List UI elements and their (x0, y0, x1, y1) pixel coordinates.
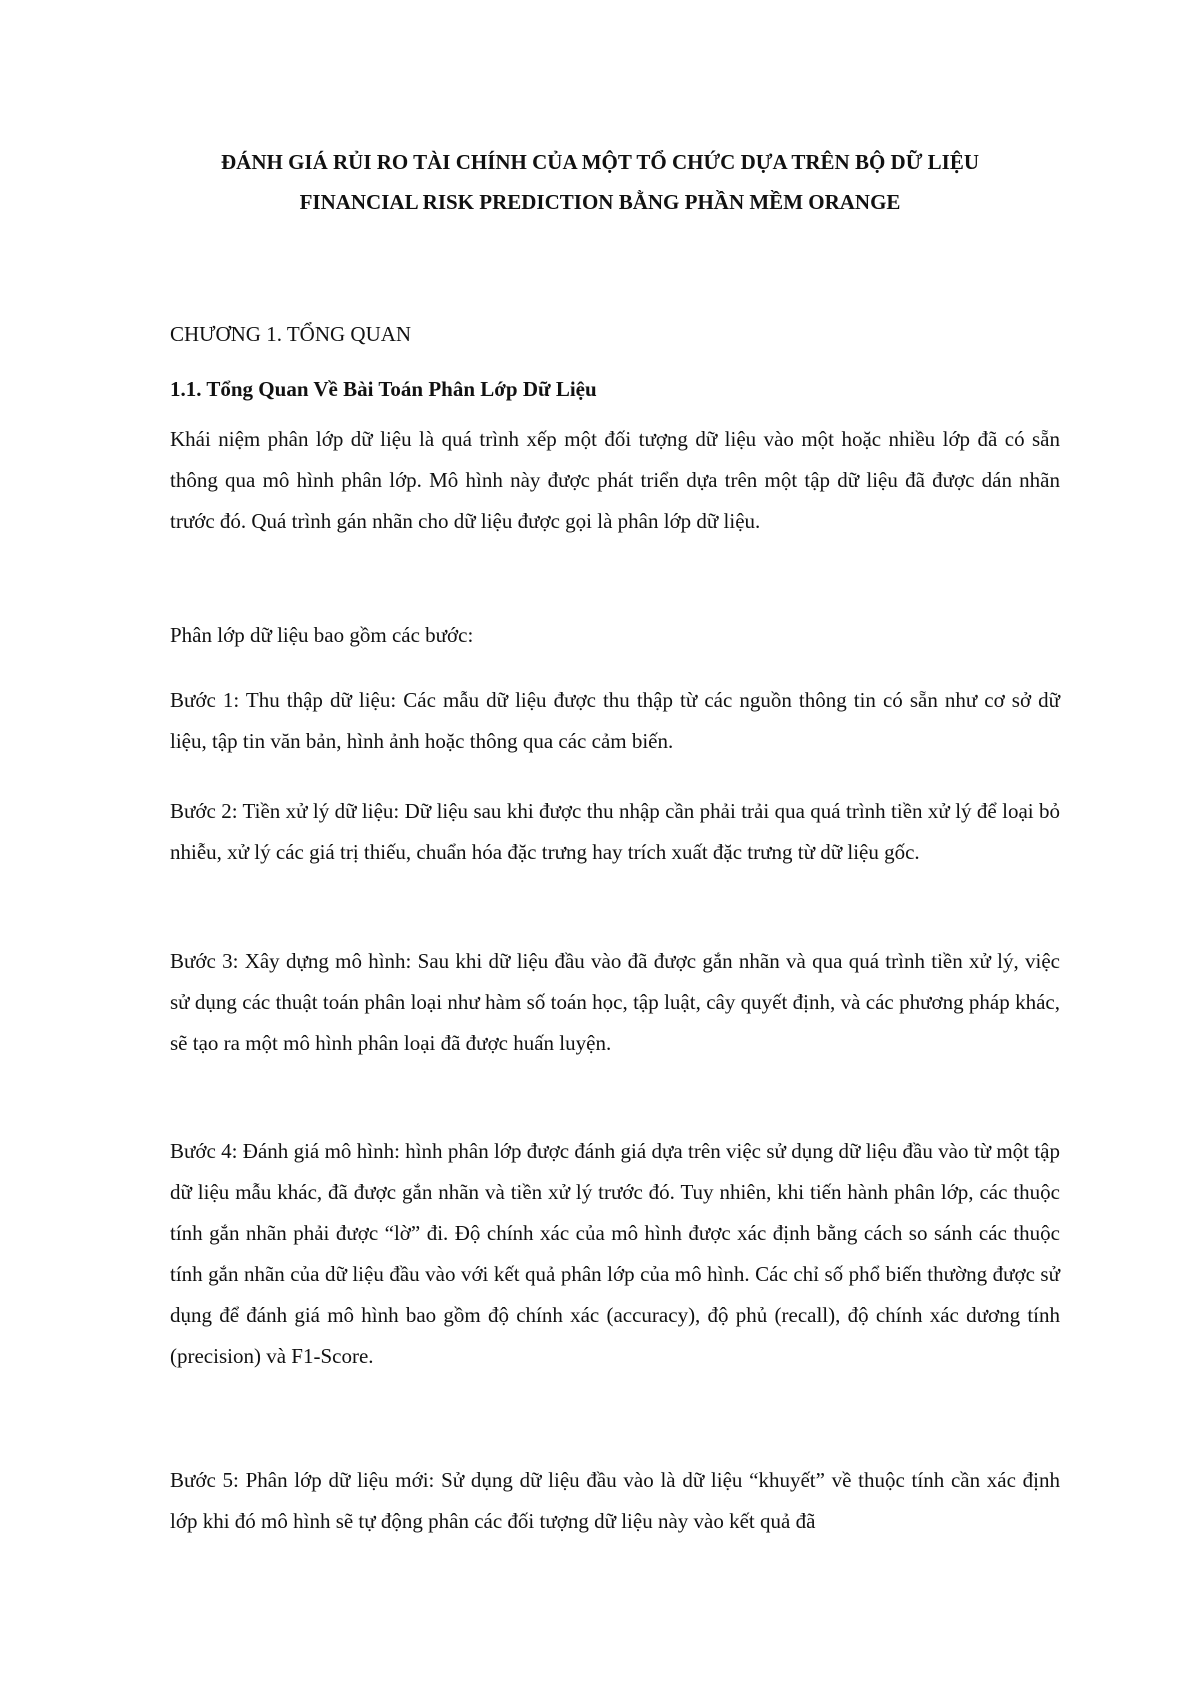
document-title-line-1: ĐÁNH GIÁ RỦI RO TÀI CHÍNH CỦA MỘT TỔ CHỨC DỰA TRÊN BỘ DỮ LIỆU (220, 150, 980, 174)
paragraph-step-4: Bước 4: Đánh giá mô hình: hình phân lớp được đánh giá dựa trên việc sử dụng dữ liệu đầu vào từ một tập dữ liệu mẫu khác, đã được gắn nhãn và tiền xử lý trước đó. Tuy nhiên, khi tiến hành phân lớp, các thuộc tính gắn nhãn phải được “lờ” đi. Độ chính xác của mô hình được xác định bằng cách so sánh các thuộc tính gắn nhãn của dữ liệu đầu vào với kết quả phân lớp của mô hình. Các chỉ số phổ biến thường được sử dụng để đánh giá mô hình bao gồm độ chính xác (accuracy), độ phủ (recall), độ chính xác dương tính (precision) và F1-Score. (170, 1139, 1060, 1368)
paragraph-step-5: Bước 5: Phân lớp dữ liệu mới: Sử dụng dữ liệu đầu vào là dữ liệu “khuyết” về thuộc tính cần xác định lớp khi đó mô hình sẽ tự động phân các đối tượng dữ liệu này vào kết quả đã (170, 1468, 1060, 1533)
document-title-line-2: FINANCIAL RISK PREDICTION BẰNG PHẦN MỀM ORANGE (299, 190, 901, 214)
chapter-heading: CHƯƠNG 1. TỔNG QUAN (170, 322, 412, 346)
paragraph-steps-intro: Phân lớp dữ liệu bao gồm các bước: (170, 623, 474, 647)
paragraph-step-1: Bước 1: Thu thập dữ liệu: Các mẫu dữ liệu được thu thập từ các nguồn thông tin có sẵn như cơ sở dữ liệu, tập tin văn bản, hình ảnh hoặc thông qua các cảm biến. (170, 688, 1060, 753)
paragraph-definition: Khái niệm phân lớp dữ liệu là quá trình xếp một đối tượng dữ liệu vào một hoặc nhiều lớp đã có sẵn thông qua mô hình phân lớp. Mô hình này được phát triển dựa trên một tập dữ liệu đã được dán nhãn trước đó. Quá trình gán nhãn cho dữ liệu được gọi là phân lớp dữ liệu. (170, 427, 1060, 533)
section-heading: 1.1. Tổng Quan Về Bài Toán Phân Lớp Dữ Liệu (170, 377, 597, 401)
paragraph-step-3: Bước 3: Xây dựng mô hình: Sau khi dữ liệu đầu vào đã được gắn nhãn và qua quá trình tiền xử lý, việc sử dụng các thuật toán phân loại như hàm số toán học, tập luật, cây quyết định, và các phương pháp khác, sẽ tạo ra một mô hình phân loại đã được huấn luyện. (170, 949, 1060, 1055)
paragraph-step-2: Bước 2: Tiền xử lý dữ liệu: Dữ liệu sau khi được thu nhập cần phải trải qua quá trình tiền xử lý để loại bỏ nhiễu, xử lý các giá trị thiếu, chuẩn hóa đặc trưng hay trích xuất đặc trưng từ dữ liệu gốc. (170, 799, 1060, 864)
